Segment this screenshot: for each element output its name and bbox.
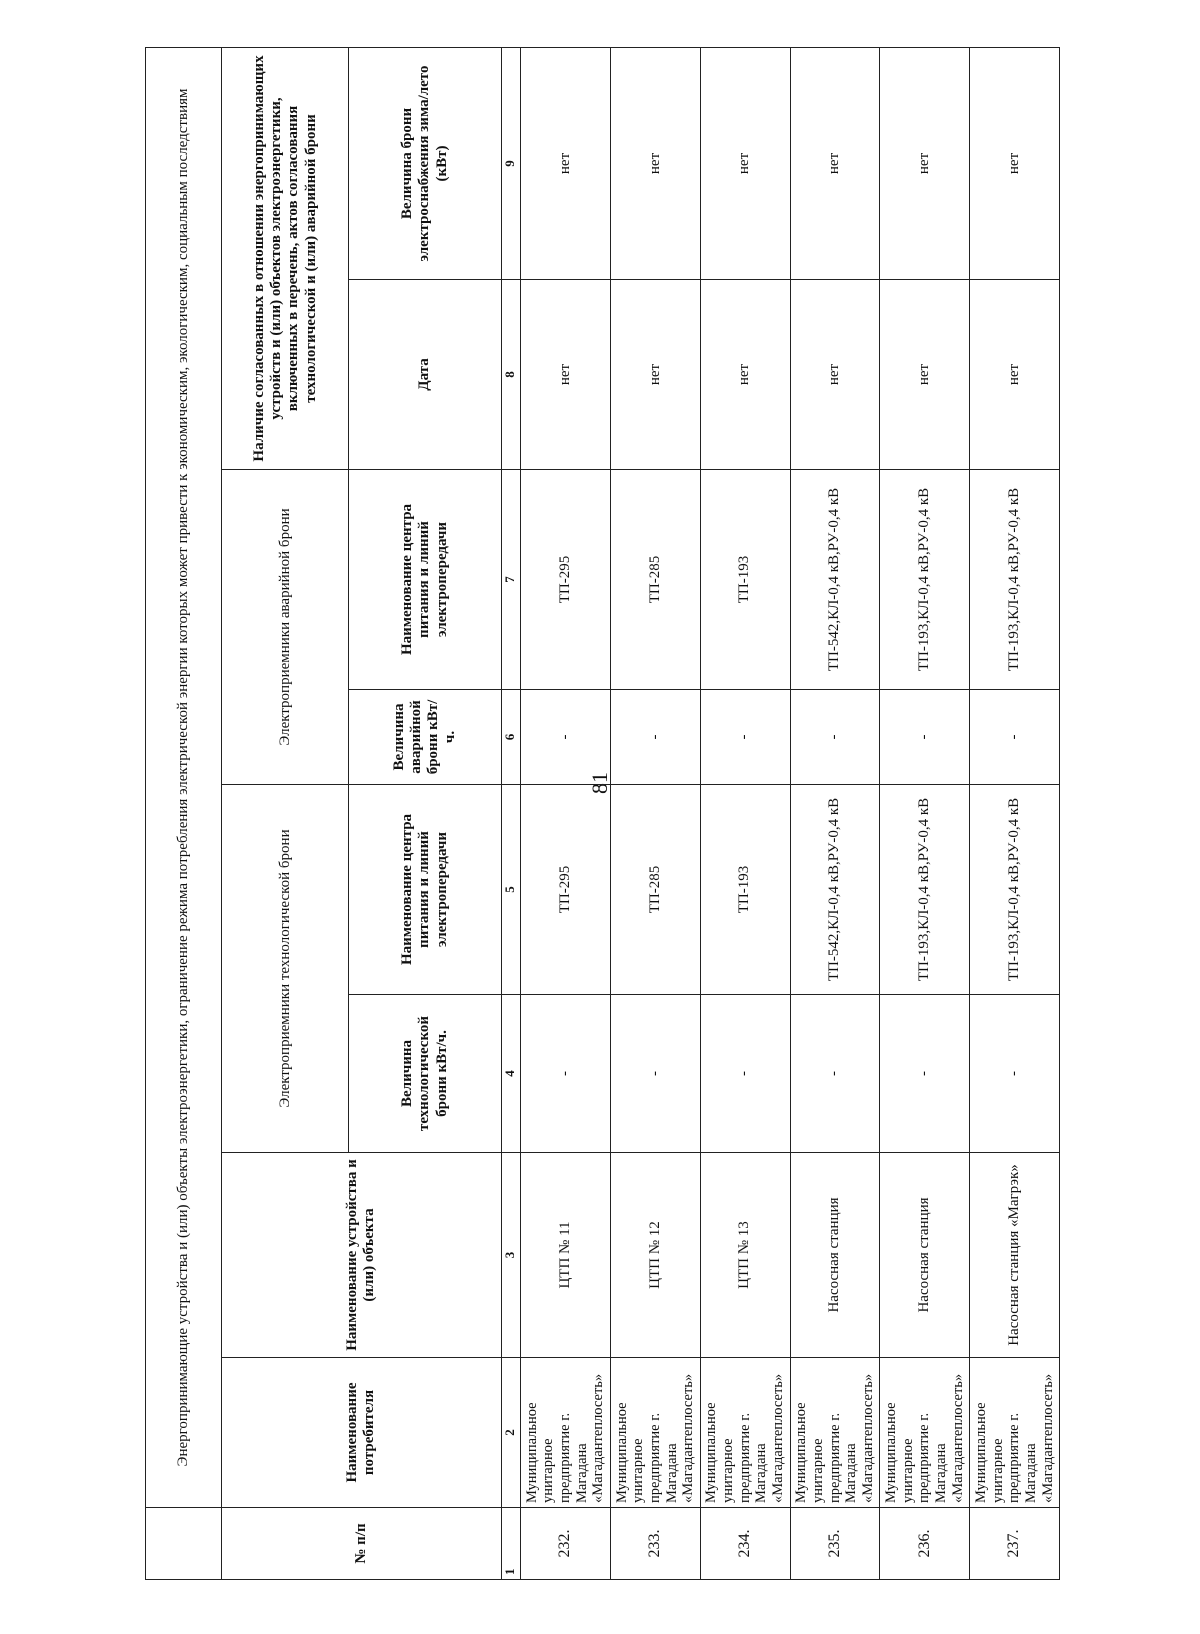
emerg-reserve-value: -: [700, 690, 790, 785]
header-device: Наименование устройства и (или) объекта: [222, 1153, 502, 1358]
table-row: [790, 47, 880, 1579]
tech-reserve-value: -: [790, 995, 880, 1153]
header-agree-value: Величина брони электроснабжения зима/лето (кВт): [349, 47, 501, 279]
table-body: [521, 47, 1060, 1579]
consumer-name: Муниципальное унитарное предприятие г. Магадана «Магадантеплосеть»: [521, 1358, 611, 1508]
device-name: Насосная станция: [790, 1153, 880, 1358]
agreement-value: нет: [610, 47, 700, 279]
header-emerg-source: Наименование центра питания и линий электропередачи: [349, 470, 501, 690]
row-number: 235.: [790, 1508, 880, 1580]
consumer-name: Муниципальное унитарное предприятие г. Магадана «Магадантеплосеть»: [610, 1358, 700, 1508]
emerg-power-source: ТП-193,КЛ-0,4 кВ,РУ-0,4 кВ: [970, 470, 1060, 690]
column-number: 5: [501, 785, 520, 995]
table-row: [880, 47, 970, 1579]
agreement-value: нет: [700, 47, 790, 279]
emerg-reserve-value: -: [610, 690, 700, 785]
emerg-reserve-value: -: [880, 690, 970, 785]
tech-power-source: ТП-285: [610, 785, 700, 995]
tech-power-source: ТП-193: [700, 785, 790, 995]
column-number-row: [501, 47, 520, 1579]
column-number: 2: [501, 1358, 520, 1508]
header-num: № п/п: [222, 1508, 502, 1580]
device-name: ЦТП № 12: [610, 1153, 700, 1358]
header-emerg-group: Электроприемники аварийной брони: [222, 470, 349, 785]
header-agree-group: Наличие согласованных в отношении энергопринимающих устройств и (или) объектов электроэнергетики, включенных в перечень, актов согласования технологической и (или) аварийной брони: [222, 47, 349, 469]
emerg-power-source: ТП-193,КЛ-0,4 кВ,РУ-0,4 кВ: [880, 470, 970, 690]
emerg-power-source: ТП-193: [700, 470, 790, 690]
table-row: [521, 47, 611, 1579]
agreement-value: нет: [970, 47, 1060, 279]
consumer-name: Муниципальное унитарное предприятие г. Магадана «Магадантеплосеть»: [880, 1358, 970, 1508]
agreement-value: нет: [880, 47, 970, 279]
header-consumer: Наименование потребителя: [222, 1358, 502, 1508]
table-caption: Энергопринимающие устройства и (или) объекты электроэнергетики, ограничение режима потребления электрической энергии которых может привести к экономическим, экологическим, социальным последствиям: [146, 47, 222, 1507]
column-number: 3: [501, 1153, 520, 1358]
table-row: [970, 47, 1060, 1579]
emerg-power-source: ТП-285: [610, 470, 700, 690]
header-tech-source: Наименование центра питания и линий электропередачи: [349, 785, 501, 995]
emerg-reserve-value: -: [521, 690, 611, 785]
row-number: 237.: [970, 1508, 1060, 1580]
agreement-date: нет: [521, 280, 611, 470]
device-name: Насосная станция «Магрэк»: [970, 1153, 1060, 1358]
agreement-value: нет: [790, 47, 880, 279]
column-number: 9: [501, 47, 520, 279]
device-name: Насосная станция: [880, 1153, 970, 1358]
consumer-name: Муниципальное унитарное предприятие г. Магадана «Магадантеплосеть»: [790, 1358, 880, 1508]
row-number: 232.: [521, 1508, 611, 1580]
column-number: 7: [501, 470, 520, 690]
agreement-date: нет: [970, 280, 1060, 470]
emerg-power-source: ТП-542,КЛ-0,4 кВ,РУ-0,4 кВ: [790, 470, 880, 690]
emerg-reserve-value: -: [790, 690, 880, 785]
reservation-table: [145, 47, 1060, 1580]
column-number: 8: [501, 280, 520, 470]
tech-reserve-value: -: [880, 995, 970, 1153]
agreement-date: нет: [610, 280, 700, 470]
header-tech-group: Электроприемники технологической брони: [222, 785, 349, 1153]
table-row: [700, 47, 790, 1579]
device-name: ЦТП № 11: [521, 1153, 611, 1358]
row-number: 233.: [610, 1508, 700, 1580]
agreement-date: нет: [700, 280, 790, 470]
tech-power-source: ТП-193,КЛ-0,4 кВ,РУ-0,4 кВ: [970, 785, 1060, 995]
emerg-reserve-value: -: [970, 690, 1060, 785]
rotated-table-wrapper: [145, 48, 1060, 1580]
tech-reserve-value: -: [970, 995, 1060, 1153]
device-name: ЦТП № 13: [700, 1153, 790, 1358]
tech-power-source: ТП-193,КЛ-0,4 кВ,РУ-0,4 кВ: [880, 785, 970, 995]
tech-reserve-value: -: [610, 995, 700, 1153]
header-emerg-value: Величина аварийной брони кВт/ч.: [349, 690, 501, 785]
tech-reserve-value: -: [521, 995, 611, 1153]
column-number: 1: [501, 1508, 520, 1580]
table-header: [146, 47, 521, 1579]
column-number: 6: [501, 690, 520, 785]
tech-power-source: ТП-542,КЛ-0,4 кВ,РУ-0,4 кВ: [790, 785, 880, 995]
row-number: 234.: [700, 1508, 790, 1580]
agreement-value: нет: [521, 47, 611, 279]
agreement-date: нет: [880, 280, 970, 470]
header-agree-date: Дата: [349, 280, 501, 470]
table-row: [610, 47, 700, 1579]
tech-reserve-value: -: [700, 995, 790, 1153]
emerg-power-source: ТП-295: [521, 470, 611, 690]
header-tech-value: Величина технологической брони кВт/ч.: [349, 995, 501, 1153]
page-number: 81: [587, 772, 612, 794]
tech-power-source: ТП-295: [521, 785, 611, 995]
column-number: 4: [501, 995, 520, 1153]
consumer-name: Муниципальное унитарное предприятие г. Магадана «Магадантеплосеть»: [700, 1358, 790, 1508]
consumer-name: Муниципальное унитарное предприятие г. Магадана «Магадантеплосеть»: [970, 1358, 1060, 1508]
header-corner: [146, 1508, 222, 1580]
agreement-date: нет: [790, 280, 880, 470]
row-number: 236.: [880, 1508, 970, 1580]
